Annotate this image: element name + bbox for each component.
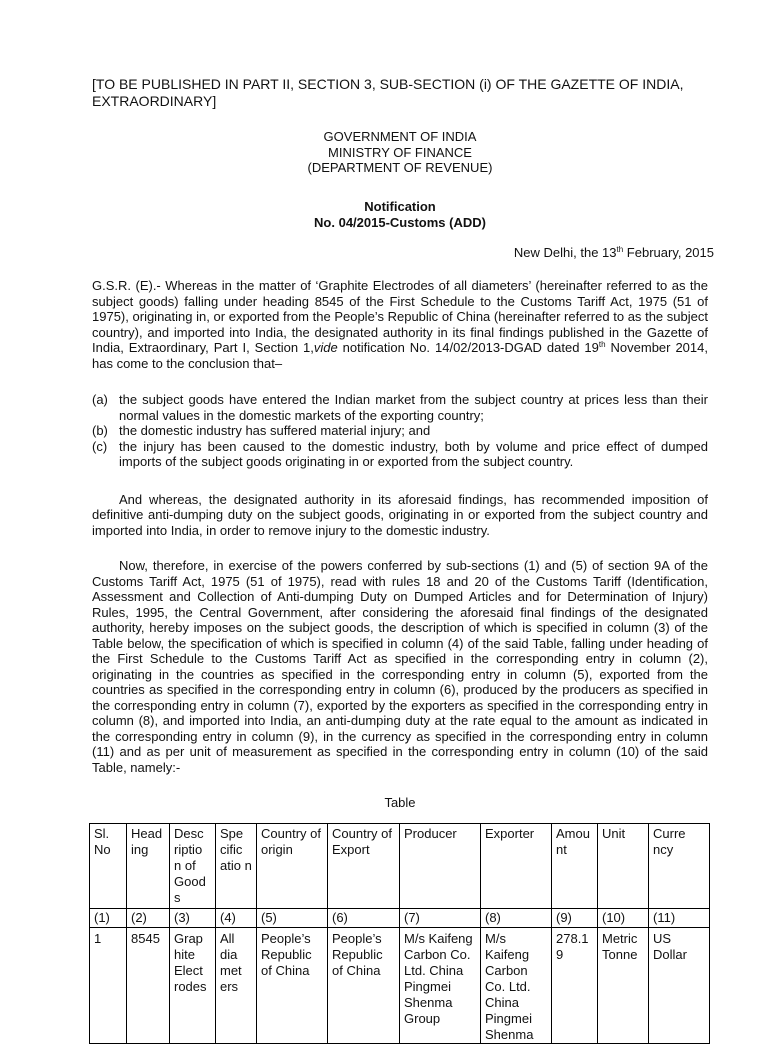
authority-line-1: GOVERNMENT OF INDIA bbox=[323, 129, 477, 144]
authority-line-3: (DEPARTMENT OF REVENUE) bbox=[307, 160, 493, 175]
notification-number: No. 04/2015-Customs (ADD) bbox=[314, 214, 486, 230]
unit-cell: Metric Tonne bbox=[598, 927, 649, 1043]
preamble-paragraph bbox=[92, 278, 708, 371]
gazette-header-note: [TO BE PUBLISHED IN PART II, SECTION 3, SUB-SECTION (i) OF THE GAZETTE OF INDIA, EXTRAORDINARY] bbox=[92, 76, 684, 109]
column-number-cell: (4) bbox=[216, 908, 257, 927]
column-number-cell: (11) bbox=[649, 908, 710, 927]
amount-cell: 278.19 bbox=[552, 927, 598, 1043]
header-cell: Amount bbox=[552, 823, 598, 908]
description-cell: Grap hite Elect rodes bbox=[170, 927, 216, 1043]
header-cell: Unit bbox=[598, 823, 649, 908]
header-cell: Country of origin bbox=[257, 823, 328, 908]
header-cell: Producer bbox=[400, 823, 481, 908]
column-number-cell: (2) bbox=[127, 908, 170, 927]
dateline-suffix: February, 2015 bbox=[623, 244, 714, 260]
dateline-ordinal: th bbox=[616, 244, 624, 254]
finding-text: the injury has been caused to the domestic industry, both by volume and price effect of dumped imports of the subject goods originating in or exported from the subject country. bbox=[119, 438, 708, 469]
preamble-vide: vide bbox=[313, 340, 338, 355]
finding-item bbox=[92, 439, 708, 470]
finding-marker: (c) bbox=[92, 438, 108, 454]
column-number-cell: (9) bbox=[552, 908, 598, 927]
column-number-cell: (10) bbox=[598, 908, 649, 927]
column-number-cell: (1) bbox=[90, 908, 127, 927]
header-cell: Country of Export bbox=[328, 823, 400, 908]
sl-no-cell: 1 bbox=[90, 927, 127, 1043]
heading-cell: 8545 bbox=[127, 927, 170, 1043]
table-header-row bbox=[90, 823, 710, 908]
header-cell: Curre ncy bbox=[649, 823, 710, 908]
finding-item bbox=[92, 392, 708, 423]
preamble-part-3: November 2014, has come to the conclusion that– bbox=[92, 340, 708, 371]
currency-cell: US Dollar bbox=[649, 927, 710, 1043]
table-row bbox=[90, 927, 710, 1043]
header-cell: Head ing bbox=[127, 823, 170, 908]
dateline bbox=[92, 245, 714, 261]
column-number-cell: (5) bbox=[257, 908, 328, 927]
preamble-part-2: notification No. 14/02/2013-DGAD dated 19 bbox=[337, 340, 599, 355]
header-cell: Exporter bbox=[481, 823, 552, 908]
header-cell: Desc riptio n of Good s bbox=[170, 823, 216, 908]
column-number-cell: (6) bbox=[328, 908, 400, 927]
exporter-cell: M/s Kaifeng Carbon Co. Ltd. China Pingmei Shenma bbox=[481, 927, 552, 1043]
column-number-cell: (8) bbox=[481, 908, 552, 927]
finding-marker: (b) bbox=[92, 423, 108, 438]
finding-marker: (a) bbox=[92, 392, 108, 407]
column-number-row bbox=[90, 908, 710, 927]
imposition-paragraph: Now, therefore, in exercise of the powers conferred by sub-sections (1) and (5) of section 9A of the Customs Tariff Act, 1975 (51 of 1975), read with rules 18 and 20 of the Customs Tariff (Identification, Assessment and Collection of Anti-dumping Duty on Dumped Articles and for Determination of Injury) Rules, 1995, the Central Government, after considering the aforesaid final findings of the designated authority, hereby imposes on the subject goods, the description of which is specified in column (3) of the Table below, the specification of which is specified in column (4) of the said Table, falling under heading of the First Schedule to the Customs Tariff Act as specified in the corresponding entry in column (2), originating in the countries as specified in the corresponding entry in column (5), exported from the countries as specified in the corresponding entry in column (6), produced by the producers as specified in the corresponding entry in column (7), exported by the exporters as specified in the corresponding entry in column (8), and imported into India, an anti-dumping duty at the rate equal to the amount as indicated in the corresponding entry in column (9), in the currency as specified in the corresponding entry in column (11) and as per unit of measurement as specified in the corresponding entry in column (10) of the said Table, namely:- bbox=[92, 558, 708, 775]
header-cell: Spe cific atio n bbox=[216, 823, 257, 908]
column-number-cell: (3) bbox=[170, 908, 216, 927]
finding-text: the subject goods have entered the Indian market from the subject country at prices less than their normal values in the domestic markets of the exporting country; bbox=[119, 392, 708, 423]
authority-line-2: MINISTRY OF FINANCE bbox=[328, 144, 472, 160]
header-cell: Sl. No bbox=[90, 823, 127, 908]
notification-title: Notification bbox=[364, 198, 436, 214]
specification-cell: All dia met ers bbox=[216, 927, 257, 1043]
origin-country-cell: People’s Republic of China bbox=[257, 927, 328, 1043]
preamble-part-1: G.S.R. (E).- Whereas in the matter of ‘Graphite Electrodes of all diameters’ (hereinafter referred to as the subject goods) falling under heading 8545 of the First Schedule to the Customs Tariff Act, 1975 (51 of 1975), originating in, or exported from the People’s Republic of China (hereinafter referred to as the subject country), and imported into India, the designated authority in its final findings published in the Gazette of India, Extraordinary, Part I, Section 1, bbox=[92, 278, 708, 355]
findings-list bbox=[92, 392, 708, 470]
column-number-cell: (7) bbox=[400, 908, 481, 927]
producer-cell: M/s Kaifeng Carbon Co. Ltd. China Pingmei Shenma Group bbox=[400, 927, 481, 1043]
recommendation-paragraph: And whereas, the designated authority in its aforesaid findings, has recommended imposition of definitive anti-dumping duty on the subject goods, originating in or exported from the subject country and imported into India, in order to remove injury to the domestic industry. bbox=[92, 491, 708, 538]
export-country-cell: People’s Republic of China bbox=[328, 927, 400, 1043]
issuing-authority bbox=[92, 129, 708, 176]
table-caption: Table bbox=[384, 795, 416, 810]
finding-text: the domestic industry has suffered material injury; and bbox=[119, 423, 431, 438]
notification-heading bbox=[92, 199, 708, 231]
preamble-ordinal: th bbox=[598, 340, 606, 349]
duty-table bbox=[89, 823, 710, 1044]
finding-item bbox=[92, 423, 708, 439]
dateline-prefix: New Delhi, the 13 bbox=[513, 244, 617, 260]
